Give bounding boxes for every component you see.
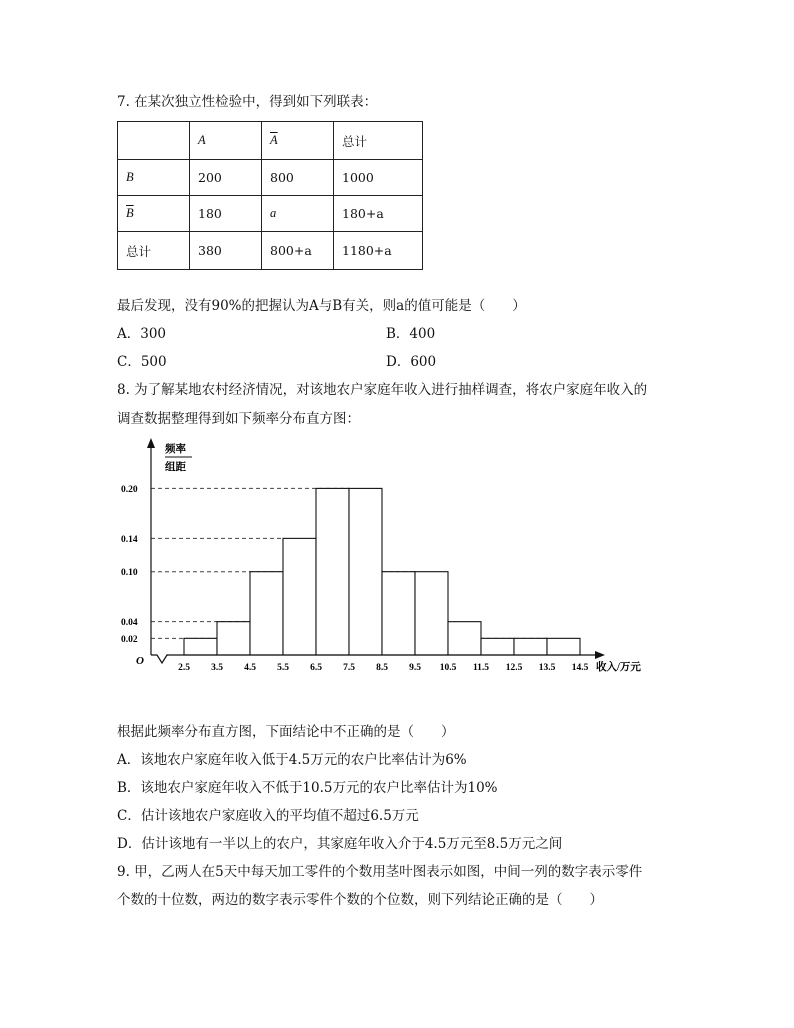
x-tick-label: 10.5 [439,663,457,673]
q8-question: 根据此频率分布直方图，下面结论中不正确的是（ ） [117,724,455,740]
x-axis [151,655,168,663]
table-cell: 380 [190,232,262,270]
x-tick-label: 14.5 [571,663,589,673]
x-tick-label: 12.5 [505,663,523,673]
y-tick-label: 0.10 [121,568,138,579]
y-axis-label-top: 频率 [165,444,186,455]
histogram-bar [349,488,382,655]
table-cell: 180+a [334,196,423,232]
table-cell: $\overline{B}$ [118,196,190,232]
q8-stem-line2: 调查数据整理得到如下频率分布直方图： [117,411,360,427]
table-cell: 1180+a [334,232,423,270]
histogram-bar [184,638,217,655]
q9-line2: 个数的十位数，两边的数字表示零件个数的个位数，则下列结论正确的是（ ） [117,892,603,908]
histogram-bar [283,538,316,655]
x-tick-label: 13.5 [538,663,556,673]
x-tick-label: 4.5 [244,663,256,673]
x-axis-label: 收入/万元 [596,662,641,673]
q7-stem: 7. 在某次独立性检验中，得到如下列联表： [117,94,378,110]
x-axis-arrow [595,651,605,659]
table-cell: B [118,160,190,196]
q7-option-d: D．600 [386,354,437,370]
q8-option-c: C．估计该地农户家庭收入的平均值不超过6.5万元 [117,808,419,824]
x-tick-label: 6.5 [310,663,322,673]
table-cell: 1000 [334,160,423,196]
q8-option-b: B．该地农户家庭年收入不低于10.5万元的农户比率估计为10% [117,780,498,796]
q7-question: 最后发现，没有90%的把握认为A与B有关，则a的值可能是（ ） [117,298,526,314]
histogram-bar [415,572,448,655]
table-header-cell: A [190,122,262,160]
histogram-bar [448,622,481,655]
y-axis-label-bottom: 组距 [165,462,186,473]
y-tick-label: 0.20 [121,484,138,495]
table-cell: 180 [190,196,262,232]
histogram-bar [547,638,580,655]
table-cell: a [262,196,334,232]
histogram-bar [514,638,547,655]
histogram-bar [481,638,514,655]
table-cell: 800 [262,160,334,196]
q7-option-b: B．400 [386,326,436,342]
table-cell: 200 [190,160,262,196]
table-header-cell: $\overline{A}$ [262,122,334,160]
origin-label: O [136,655,144,667]
histogram-bar [250,572,283,655]
x-tick-label: 9.5 [409,663,421,673]
table-header-cell: 总计 [334,122,423,160]
histogram-bar [382,572,415,655]
x-tick-label: 8.5 [376,663,388,673]
x-tick-label: 2.5 [178,663,190,673]
x-tick-label: 11.5 [472,663,490,673]
q7-option-a: A．300 [117,326,167,342]
histogram-bar [316,488,349,655]
y-tick-label: 0.02 [121,634,138,645]
x-tick-label: 7.5 [343,663,355,673]
q8-stem-line1: 8. 为了解某地农村经济情况，对该地农户家庭年收入进行抽样调查，将农户家庭年收入的 [117,382,648,398]
y-tick-label: 0.14 [121,534,138,545]
table-cell: 800+a [262,232,334,270]
x-tick-label: 3.5 [211,663,223,673]
y-axis-arrow [147,438,155,448]
y-tick-label: 0.04 [121,618,138,629]
q9-line1: 9. 甲，乙两人在5天中每天加工零件的个数用茎叶图表示如图，中间一列的数字表示零件 [117,864,643,880]
x-tick-label: 5.5 [277,663,289,673]
q7-option-c: C．500 [117,354,167,370]
histogram-bar [217,622,250,655]
q8-option-a: A．该地农户家庭年收入低于4.5万元的农户比率估计为6% [117,752,467,768]
table-cell: 总计 [118,232,190,270]
q8-option-d: D．估计该地有一半以上的农户，其家庭年收入介于4.5万元至8.5万元之间 [117,836,563,852]
